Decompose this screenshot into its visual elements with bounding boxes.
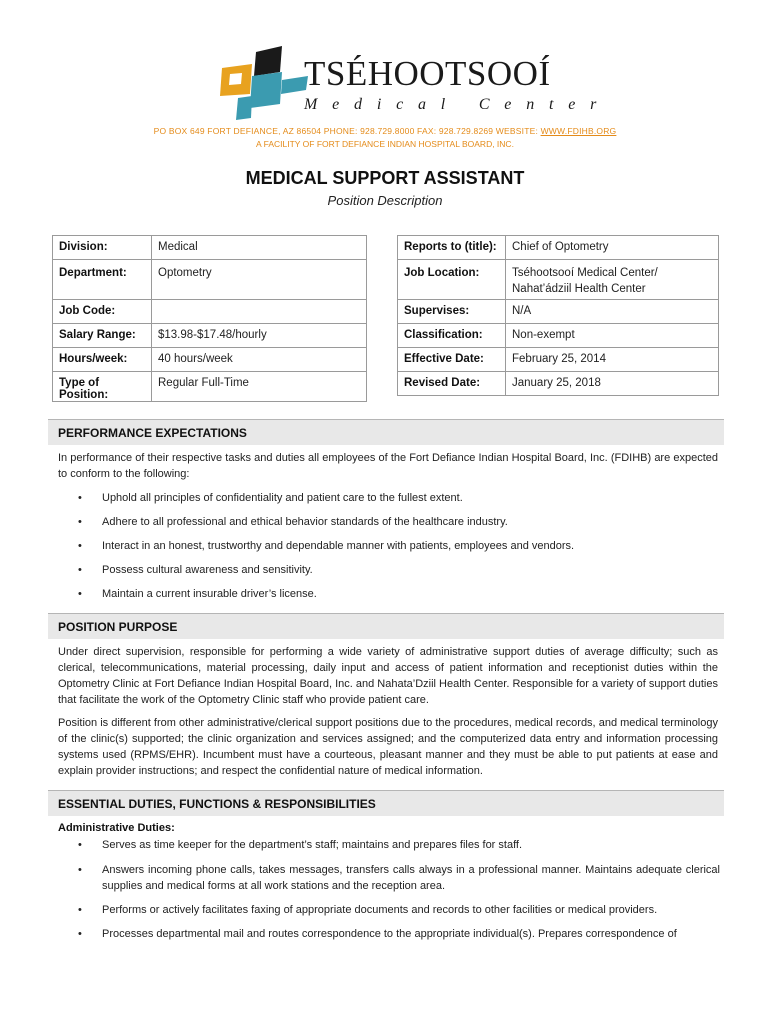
info-label: Division: (53, 236, 152, 260)
info-row (398, 372, 719, 396)
bullet-icon: • (78, 864, 82, 876)
info-label: Salary Range: (53, 324, 152, 348)
list-item-text: Serves as time keeper for the department’s staff; maintains and prepares files for staff. (102, 839, 523, 851)
logo-mark-icon (216, 44, 312, 120)
bullet-icon: • (78, 492, 82, 504)
info-label: Job Code: (53, 300, 152, 324)
info-value: January 25, 2018 (506, 372, 719, 396)
info-value: Optometry (152, 260, 367, 300)
list-item-text: Interact in an honest, trustworthy and dependable manner with patients, employees and vendors. (102, 540, 575, 552)
info-row (53, 372, 367, 402)
info-label: Supervises: (398, 300, 506, 324)
info-label: Revised Date: (398, 372, 506, 396)
performance-intro: In performance of their respective tasks and duties all employees of the Fort Defiance Indian Hospital Board, Inc. (FDIHB) are expected to conform to the following: (58, 452, 718, 480)
info-label: Job Location: (398, 260, 506, 300)
list-item (78, 586, 720, 602)
info-value: 40 hours/week (152, 348, 367, 372)
list-item-text: Performs or actively facilitates faxing of appropriate documents and records to other facilities or medical providers. (102, 904, 658, 916)
contact-address: PO BOX 649 FORT DEFIANCE, AZ 86504 PHONE: 928.729.8000 FAX: 928.729.8269 WEBSITE: (153, 126, 541, 136)
org-subtitle: Medical Center (304, 96, 612, 113)
section-heading-performance: PERFORMANCE EXPECTATIONS (48, 419, 724, 445)
list-item-text: Maintain a current insurable driver’s license. (102, 588, 317, 600)
info-row (398, 236, 719, 260)
info-label: Classification: (398, 324, 506, 348)
info-row (53, 300, 367, 324)
info-value: Regular Full-Time (152, 372, 367, 402)
logo-white-notch (229, 73, 242, 85)
logo (216, 44, 612, 122)
logo-teal-block-2 (236, 96, 252, 120)
info-label: Type of Position: (53, 372, 152, 402)
list-item-text: Possess cultural awareness and sensitivity. (102, 564, 313, 576)
logo-black-block (254, 46, 282, 76)
info-label: Reports to (title): (398, 236, 506, 260)
duties-subheading: Administrative Duties: (58, 822, 175, 834)
list-item (78, 490, 720, 506)
org-name: TSÉHOOTSOOÍ (304, 54, 551, 93)
list-item (78, 926, 720, 942)
info-row (398, 260, 719, 300)
website-link[interactable]: WWW.FDIHB.ORG (540, 126, 617, 136)
section-heading-duties: ESSENTIAL DUTIES, FUNCTIONS & RESPONSIBILITIES (48, 790, 724, 816)
bullet-icon: • (78, 588, 82, 600)
info-value: Medical (152, 236, 367, 260)
info-row (398, 324, 719, 348)
document-subtitle: Position Description (327, 193, 443, 208)
info-row (53, 348, 367, 372)
list-item (78, 902, 720, 918)
info-label: Department: (53, 260, 152, 300)
list-item-text: Uphold all principles of confidentiality and patient care to the fullest extent. (102, 492, 463, 504)
info-value: Non-exempt (506, 324, 719, 348)
info-value: N/A (506, 300, 719, 324)
list-item-text: Adhere to all professional and ethical behavior standards of the healthcare industry. (102, 516, 508, 528)
bullet-icon: • (78, 928, 82, 940)
contact-line (0, 126, 770, 136)
info-row (398, 348, 719, 372)
bullet-icon: • (78, 564, 82, 576)
list-item (78, 514, 720, 530)
bullet-icon: • (78, 904, 82, 916)
bullet-icon: • (78, 516, 82, 528)
document-title: MEDICAL SUPPORT ASSISTANT (245, 168, 525, 188)
info-row (398, 300, 719, 324)
purpose-paragraph-2: Position is different from other administrative/clerical support positions due to the procedures, medical records, and medical terminology of the clinic(s) supported; the clinic organization and services assigned; and the computerized data entry and information processing systems used (RPMS/EHR). Incumbent must have a courteous, pleasant manner and they must be able to put patients at ease and explain provider instructions; and respect the confidential nature of medical information. (58, 717, 718, 777)
info-value: February 25, 2014 (506, 348, 719, 372)
logo-teal-block (250, 72, 282, 108)
info-table-right (397, 235, 719, 396)
info-row (53, 260, 367, 300)
info-value: $13.98-$17.48/hourly (152, 324, 367, 348)
list-item-text: Answers incoming phone calls, takes messages, transfers calls always in a professional manner. Maintains adequate clerical supplies and medical forms at all work stations and the reception area. (102, 864, 720, 892)
list-item-text: Processes departmental mail and routes correspondence to the appropriate individual(s). Prepares correspondence of (102, 928, 677, 940)
bullet-icon: • (78, 839, 82, 851)
info-row (53, 236, 367, 260)
info-label: Effective Date: (398, 348, 506, 372)
list-item (78, 538, 720, 554)
info-table-left (52, 235, 367, 402)
info-value (152, 300, 367, 324)
list-item (78, 862, 720, 894)
list-item (78, 562, 720, 578)
purpose-paragraph-1: Under direct supervision, responsible for performing a wide variety of administrative support duties of average difficulty; such as clerical, telecommunications, material processing, daily input and access of patient information and receptionist duties within the Optometry Clinic at Fort Defiance Indian Hospital Board, Inc. and Nahata’Dziil Health Center. Responsible for a variety of support duties that facilitate the work of the Optometry Clinic staff who provide patient care. (58, 646, 718, 706)
info-row (53, 324, 367, 348)
info-value: Tséhootsooí Medical Center/ Nahat’ádziil Health Center (506, 260, 719, 300)
facility-line: A FACILITY OF FORT DEFIANCE INDIAN HOSPITAL BOARD, INC. (256, 139, 514, 149)
info-value: Chief of Optometry (506, 236, 719, 260)
bullet-icon: • (78, 540, 82, 552)
list-item (78, 837, 720, 853)
info-label: Hours/week: (53, 348, 152, 372)
section-heading-purpose: POSITION PURPOSE (48, 613, 724, 639)
